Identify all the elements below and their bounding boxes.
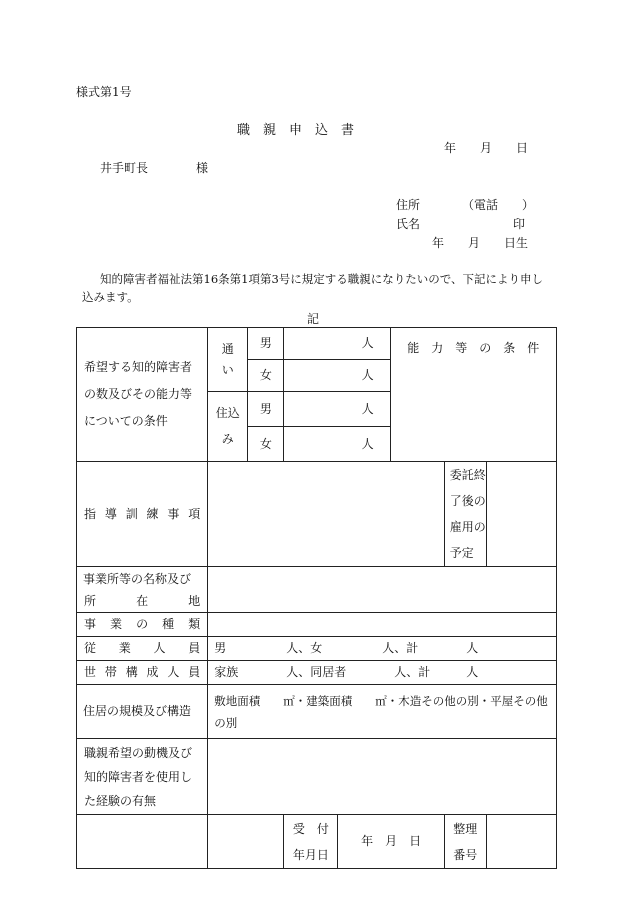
office-name-location-label: 事業所等の名称及び 所 在 地: [77, 567, 208, 613]
ability-conditions[interactable]: 能 力 等 の 条 件: [390, 328, 556, 462]
intro-line-1: 知的障害者福祉法第16条第1項第3号に規定する職親になりたいので、下記により申し: [100, 272, 544, 286]
livein-male-count[interactable]: 人: [284, 392, 390, 427]
residence-label: 住居の規模及び構造: [77, 685, 208, 739]
name-label: 氏名: [396, 217, 421, 231]
residence-value[interactable]: 敷地面積 ㎡・建築面積 ㎡・木造その他の別・平屋その他 の別: [208, 685, 557, 739]
motive-experience-label: 職親希望の動機及び 知的障害者を使用し た経験の有無: [77, 739, 208, 815]
commute-female-label: 女: [248, 360, 284, 392]
commute-label: 通 い: [208, 328, 248, 392]
receipt-blank-1: [77, 815, 208, 869]
livein-label: 住込 み: [208, 392, 248, 462]
form-number: 様式第1号: [76, 85, 132, 99]
receipt-date-value[interactable]: 年 月 日: [338, 815, 444, 869]
motive-experience-value[interactable]: [208, 739, 557, 815]
ki-marker: 記: [307, 312, 320, 326]
birth-date-label: 年 月 日生: [432, 236, 529, 250]
business-type-value[interactable]: [208, 613, 557, 637]
livein-female-label: 女: [248, 427, 284, 462]
addressee: 井手町長 様: [100, 161, 209, 175]
household-label: 世 帯 構 成 人 員: [77, 661, 208, 685]
receipt-blank-2: [208, 815, 284, 869]
application-table: [76, 327, 557, 869]
guidance-training-label: 指 導 訓 練 事 項: [77, 462, 208, 567]
business-type-label: 事 業 の 種 類: [77, 613, 208, 637]
livein-male-label: 男: [248, 392, 284, 427]
commute-male-count[interactable]: 人: [284, 328, 390, 360]
household-value[interactable]: 家族 人、同居者 人、計 人: [208, 661, 557, 685]
employees-value[interactable]: 男 人、女 人、計 人: [208, 637, 557, 661]
intro-line-2: 込みます。: [82, 290, 139, 304]
office-name-location-value[interactable]: [208, 567, 557, 613]
post-contract-employment-label: 委託終了後の 雇用の予定: [444, 462, 486, 567]
guidance-training-value[interactable]: [208, 462, 444, 567]
seal-mark: 印: [513, 217, 526, 231]
document-title: 職 親 申 込 書: [237, 123, 355, 138]
date-line: 年 月 日: [444, 141, 529, 155]
wish-conditions-label: 希望する知的障害者 の数及びその能力等 についての条件: [77, 328, 208, 462]
livein-female-count[interactable]: 人: [284, 427, 390, 462]
reference-number-label: 整理 番号: [444, 815, 486, 869]
commute-male-label: 男: [248, 328, 284, 360]
employees-label: 従 業 人 員: [77, 637, 208, 661]
address-label: 住所: [396, 198, 421, 212]
receipt-date-label: 受 付 年月日: [284, 815, 338, 869]
phone-label: （電話 ）: [462, 198, 535, 212]
commute-female-count[interactable]: 人: [284, 360, 390, 392]
reference-number-value[interactable]: [486, 815, 556, 869]
post-contract-employment-value[interactable]: [486, 462, 556, 567]
